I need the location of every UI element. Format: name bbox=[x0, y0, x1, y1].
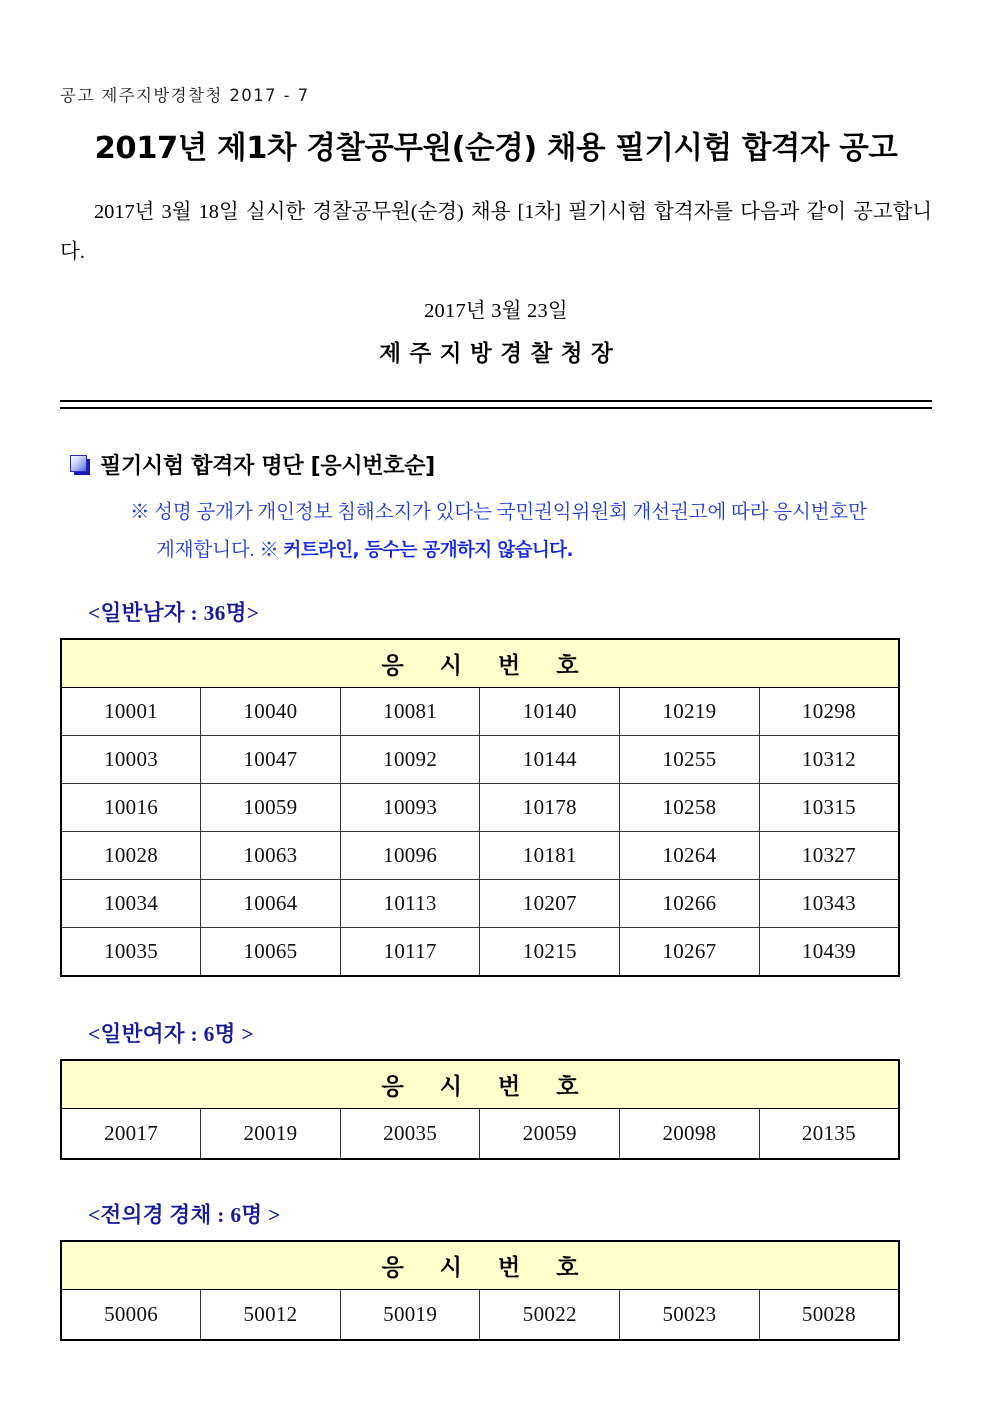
table-row bbox=[61, 928, 899, 977]
document-number: 공고 제주지방경찰청 2017 - 7 bbox=[60, 86, 310, 105]
table-row bbox=[61, 1109, 899, 1160]
table-row bbox=[61, 880, 899, 928]
exam-number-cell: 10093 bbox=[340, 784, 480, 832]
table-row bbox=[61, 832, 899, 880]
exam-number-cell: 10059 bbox=[201, 784, 341, 832]
exam-number-cell: 10001 bbox=[61, 688, 201, 736]
table-column-header: 응 시 번 호 bbox=[61, 639, 899, 688]
exam-number-cell: 10215 bbox=[480, 928, 620, 977]
exam-number-table-general-male bbox=[60, 638, 900, 977]
section-heading-label: 필기시험 합격자 명단 [응시번호순] bbox=[100, 454, 435, 480]
exam-number-cell: 10028 bbox=[61, 832, 201, 880]
exam-number-cell: 50006 bbox=[61, 1290, 201, 1341]
exam-number-cell: 10092 bbox=[340, 736, 480, 784]
table-column-header: 응 시 번 호 bbox=[61, 1241, 899, 1290]
exam-number-cell: 10219 bbox=[620, 688, 760, 736]
exam-number-cell: 10264 bbox=[620, 832, 760, 880]
exam-number-cell: 20017 bbox=[61, 1109, 201, 1160]
exam-number-cell: 10312 bbox=[759, 736, 899, 784]
table-row bbox=[61, 688, 899, 736]
exam-number-cell: 10016 bbox=[61, 784, 201, 832]
exam-number-cell: 10065 bbox=[201, 928, 341, 977]
exam-number-table-conscript-police bbox=[60, 1240, 900, 1341]
table-row bbox=[61, 1290, 899, 1341]
announcement-date: 2017년 3월 23일 bbox=[424, 300, 568, 323]
exam-number-cell: 10117 bbox=[340, 928, 480, 977]
category-label-conscript-police: <전의경 경채 : 6명 > bbox=[88, 1203, 281, 1228]
category-label-general-female: <일반여자 : 6명 > bbox=[88, 1022, 254, 1047]
exam-number-cell: 10298 bbox=[759, 688, 899, 736]
exam-number-cell: 50012 bbox=[201, 1290, 341, 1341]
exam-number-cell: 50023 bbox=[620, 1290, 760, 1341]
blue-square-bullet-icon bbox=[70, 455, 89, 474]
exam-number-cell: 10035 bbox=[61, 928, 201, 977]
exam-number-cell: 10140 bbox=[480, 688, 620, 736]
table-row bbox=[61, 784, 899, 832]
exam-number-cell: 10178 bbox=[480, 784, 620, 832]
exam-number-cell: 10096 bbox=[340, 832, 480, 880]
exam-number-cell: 20035 bbox=[340, 1109, 480, 1160]
exam-number-cell: 20098 bbox=[620, 1109, 760, 1160]
exam-number-cell: 20019 bbox=[201, 1109, 341, 1160]
exam-number-cell: 10003 bbox=[61, 736, 201, 784]
exam-number-cell: 20059 bbox=[480, 1109, 620, 1160]
exam-number-cell: 10266 bbox=[620, 880, 760, 928]
signer-title: 제주지방경찰청장 bbox=[379, 341, 622, 367]
privacy-note-emphasis: 커트라인, 등수는 공개하지 않습니다. bbox=[283, 540, 573, 562]
exam-number-cell: 10144 bbox=[480, 736, 620, 784]
exam-number-cell: 10343 bbox=[759, 880, 899, 928]
exam-number-cell: 10034 bbox=[61, 880, 201, 928]
exam-number-cell: 10267 bbox=[620, 928, 760, 977]
intro-paragraph: 2017년 3월 18일 실시한 경찰공무원(순경) 채용 [1차] 필기시험 합격자를 다음과 같이 공고합니다. bbox=[60, 200, 932, 263]
privacy-note-main: ※ 성명 공개가 개인정보 침해소지가 있다는 국민권익위원회 개선권고에 따라 응시번호만 게재합니다. ※ bbox=[130, 502, 867, 562]
exam-number-cell: 20135 bbox=[759, 1109, 899, 1160]
privacy-note bbox=[60, 494, 932, 570]
exam-number-cell: 10113 bbox=[340, 880, 480, 928]
table-column-header: 응 시 번 호 bbox=[61, 1060, 899, 1109]
exam-number-cell: 50022 bbox=[480, 1290, 620, 1341]
table-row bbox=[61, 736, 899, 784]
page-title: 2017년 제1차 경찰공무원(순경) 채용 필기시험 합격자 공고 bbox=[94, 130, 898, 166]
exam-number-cell: 10327 bbox=[759, 832, 899, 880]
exam-number-cell: 10439 bbox=[759, 928, 899, 977]
exam-number-cell: 10081 bbox=[340, 688, 480, 736]
category-label-general-male: <일반남자 : 36명> bbox=[88, 601, 260, 626]
exam-number-cell: 50028 bbox=[759, 1290, 899, 1341]
exam-number-cell: 10258 bbox=[620, 784, 760, 832]
exam-number-cell: 10315 bbox=[759, 784, 899, 832]
exam-number-cell: 10181 bbox=[480, 832, 620, 880]
exam-number-table-general-female bbox=[60, 1059, 900, 1160]
exam-number-cell: 10040 bbox=[201, 688, 341, 736]
exam-number-cell: 10063 bbox=[201, 832, 341, 880]
horizontal-divider bbox=[60, 400, 932, 409]
exam-number-cell: 10064 bbox=[201, 880, 341, 928]
exam-number-cell: 10255 bbox=[620, 736, 760, 784]
exam-number-cell: 10207 bbox=[480, 880, 620, 928]
section-heading bbox=[60, 449, 932, 480]
exam-number-cell: 50019 bbox=[340, 1290, 480, 1341]
exam-number-cell: 10047 bbox=[201, 736, 341, 784]
